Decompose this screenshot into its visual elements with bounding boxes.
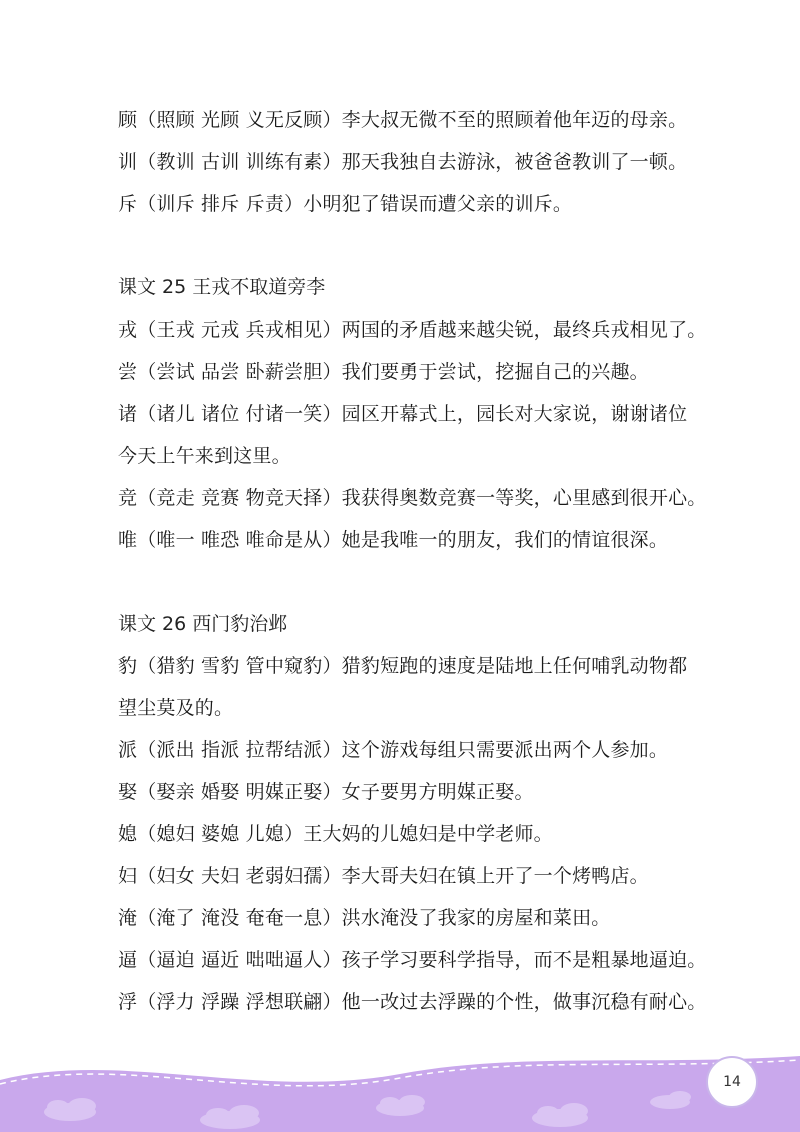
vocab-line: 媳（媳妇 婆媳 儿媳）王大妈的儿媳妇是中学老师。 <box>118 823 553 845</box>
vocab-line: 娶（娶亲 婚娶 明媒正娶）女子要男方明媒正娶。 <box>118 781 534 803</box>
vocab-line: 派（派出 指派 拉帮结派）这个游戏每组只需要派出两个人参加。 <box>118 739 669 761</box>
vocab-line: 竞（竞走 竞赛 物竞天择）我获得奥数竞赛一等奖，心里感到很开心。 <box>118 487 707 509</box>
footer-wave-decoration <box>0 1040 800 1132</box>
vocab-line: 诸（诸儿 诸位 付诸一笑）园区开幕式上，园长对大家说，谢谢诸位 <box>118 403 688 425</box>
vocab-line: 斥（训斥 排斥 斥责）小明犯了错误而遭父亲的训斥。 <box>118 193 573 215</box>
vocab-line: 淹（淹了 淹没 奄奄一息）洪水淹没了我家的房屋和菜田。 <box>118 907 611 929</box>
vocab-line-continuation: 望尘莫及的。 <box>118 697 234 719</box>
vocab-line: 妇（妇女 夫妇 老弱妇孺）李大哥夫妇在镇上开了一个烤鸭店。 <box>118 865 649 887</box>
page-number: 14 <box>723 1074 741 1090</box>
vocab-line: 顾（照顾 光顾 义无反顾）李大叔无微不至的照顾着他年迈的母亲。 <box>118 109 688 131</box>
vocab-line: 训（教训 古训 训练有素）那天我独自去游泳，被爸爸教训了一顿。 <box>118 151 688 173</box>
vocab-line: 逼（逼迫 逼近 咄咄逼人）孩子学习要科学指导，而不是粗暴地逼迫。 <box>118 949 707 971</box>
section-heading: 课文 25 王戎不取道旁李 <box>118 276 326 298</box>
section-heading: 课文 26 西门豹治邺 <box>118 613 288 635</box>
vocab-line: 浮（浮力 浮躁 浮想联翩）他一改过去浮躁的个性，做事沉稳有耐心。 <box>118 991 707 1013</box>
vocab-line: 尝（尝试 品尝 卧薪尝胆）我们要勇于尝试，挖掘自己的兴趣。 <box>118 361 649 383</box>
vocab-line: 戎（王戎 元戎 兵戎相见）两国的矛盾越来越尖锐，最终兵戎相见了。 <box>118 319 707 341</box>
vocab-line: 豹（猎豹 雪豹 管中窥豹）猎豹短跑的速度是陆地上任何哺乳动物都 <box>118 655 688 677</box>
page-number-badge <box>706 1056 758 1108</box>
vocab-line-continuation: 今天上午来到这里。 <box>118 445 291 467</box>
vocab-line: 唯（唯一 唯恐 唯命是从）她是我唯一的朋友，我们的情谊很深。 <box>118 529 669 551</box>
